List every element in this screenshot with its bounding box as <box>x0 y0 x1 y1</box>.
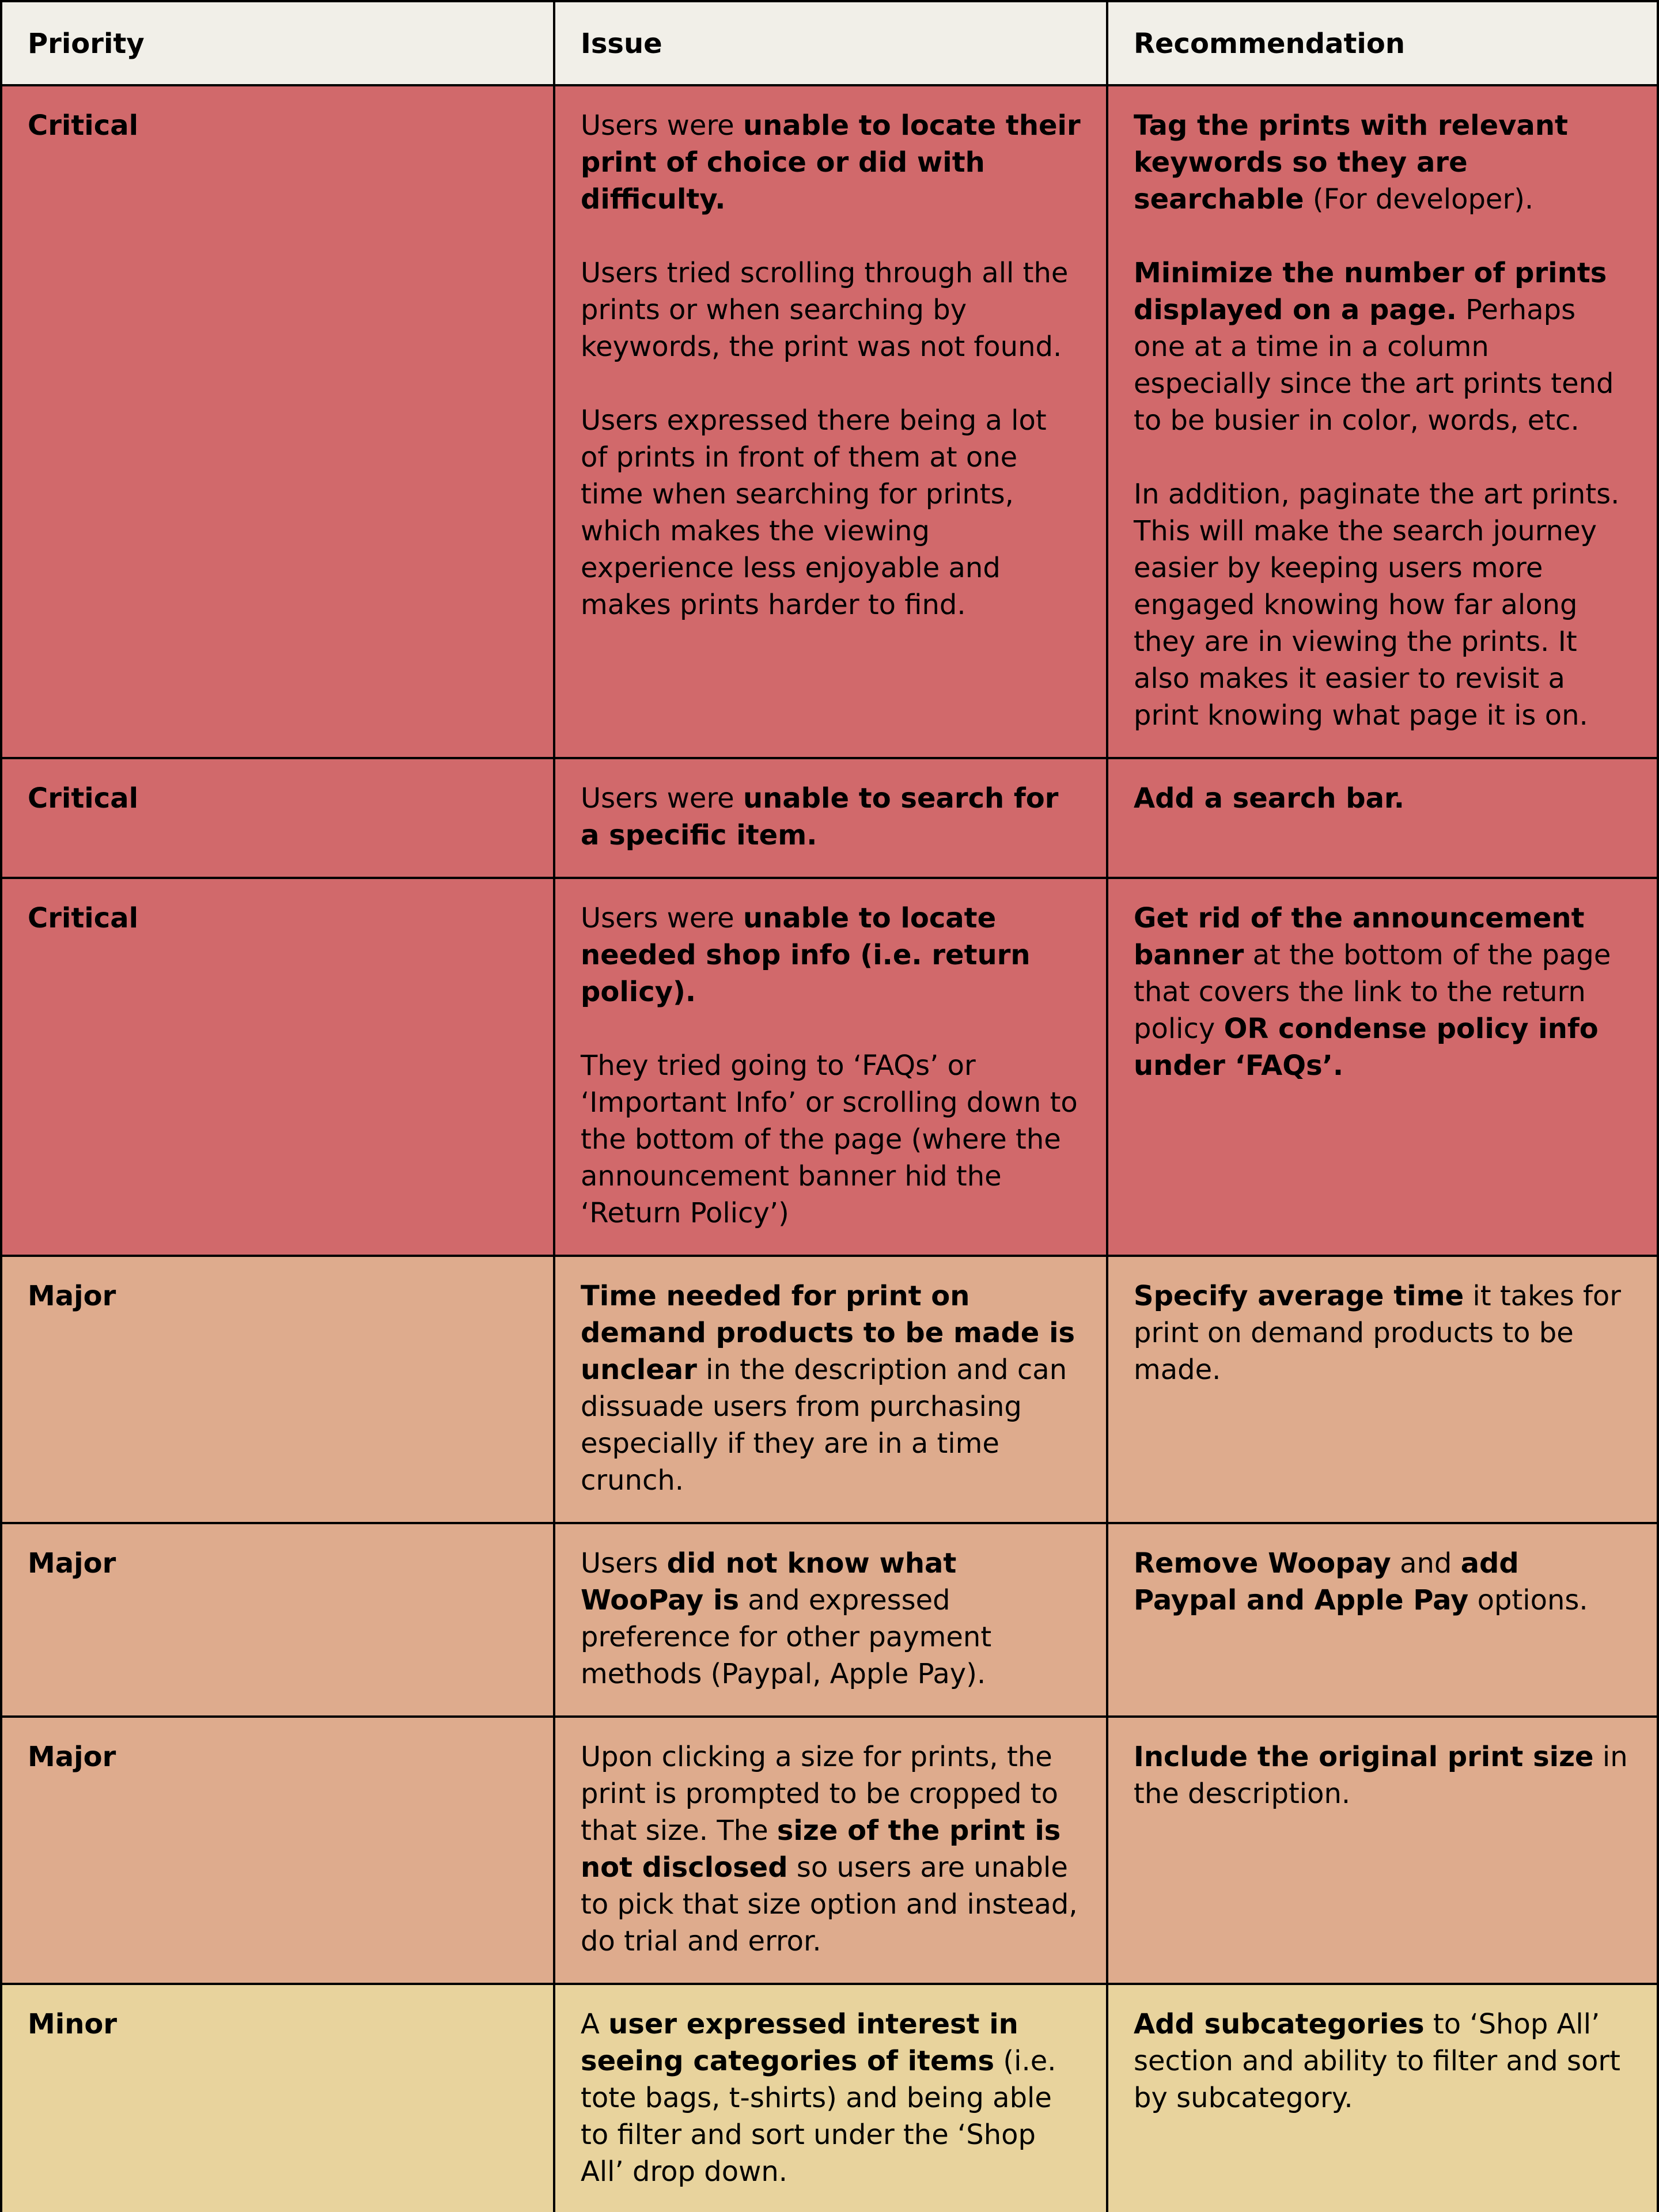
bold-text: Time needed for print on demand products to be made is unclear <box>581 1280 1075 1386</box>
text: and expressed preference for other payment methods (Paypal, Apple Pay). <box>581 1584 992 1690</box>
recommendation-cell <box>1108 1257 1657 1522</box>
cell-paragraph <box>581 107 1081 218</box>
text: Users <box>581 1547 667 1580</box>
cell-paragraph <box>581 402 1081 623</box>
text: (For developer). <box>1304 183 1534 215</box>
text: it takes for print on demand products to be made. <box>1134 1280 1621 1386</box>
cell-paragraph <box>1134 1278 1631 1388</box>
text: Upon clicking a size for prints, the print is prompted to be cropped to that size. The <box>581 1741 1058 1847</box>
header-recommendation: Recommendation <box>1134 28 1405 60</box>
text: (i.e. tote bags, t-shirts) and being able to filter and sort under the ‘Shop All’ drop down. <box>581 2045 1056 2188</box>
issue-cell <box>555 1524 1108 1715</box>
priority-cell: Critical <box>2 879 555 1255</box>
table-row <box>2 879 1657 1257</box>
recommendation-cell <box>1108 879 1657 1255</box>
cell-paragraph <box>581 900 1081 1010</box>
text: Users were <box>581 782 743 815</box>
priority-cell: Critical <box>2 759 555 877</box>
bold-text: add Paypal and Apple Pay <box>1134 1547 1519 1616</box>
text: so users are unable to pick that size option and instead, do trial and error. <box>581 1851 1078 1957</box>
recommendation-cell <box>1108 86 1657 757</box>
text: at the bottom of the page that covers the link to the return policy <box>1134 939 1611 1045</box>
table-row <box>2 759 1657 879</box>
table-row <box>2 1524 1657 1718</box>
bold-text: size of the print is not disclosed <box>581 1815 1061 1884</box>
text: options. <box>1468 1584 1588 1616</box>
recommendation-cell <box>1108 759 1657 877</box>
text: They tried going to ‘FAQs’ or ‘Important Info’ or scrolling down to the bottom of the page (where the announcement banner hid the ‘Return Policy’) <box>581 1050 1078 1229</box>
cell-paragraph <box>581 780 1081 854</box>
text: Users were <box>581 109 743 142</box>
cell-paragraph <box>581 1545 1081 1692</box>
text: In addition, paginate the art prints. This will make the search journey easier by keeping users more engaged knowing how far along they are in viewing the prints. It also makes it easier to revisit a print knowing what page it is on. <box>1134 478 1620 732</box>
priority-cell: Major <box>2 1718 555 1983</box>
issue-cell <box>555 879 1108 1255</box>
cell-paragraph <box>1134 107 1631 218</box>
priority-cell: Critical <box>2 86 555 757</box>
cell-paragraph <box>1134 780 1631 817</box>
bold-text: Tag the prints with relevant keywords so they are searchable <box>1134 109 1568 215</box>
header-issue: Issue <box>555 2 1108 84</box>
cell-paragraph <box>1134 1545 1631 1619</box>
cell-paragraph <box>581 2006 1081 2190</box>
priority-cell: Major <box>2 1257 555 1522</box>
text: Users were <box>581 902 743 934</box>
text: Users tried scrolling through all the prints or when searching by keywords, the print was not found. <box>581 257 1069 363</box>
header-priority: Priority <box>2 2 555 84</box>
cell-paragraph <box>581 1278 1081 1499</box>
bold-text: unable to locate needed shop info (i.e. return policy). <box>581 902 1031 1008</box>
recommendation-cell <box>1108 1985 1657 2212</box>
bold-text: unable to locate their print of choice or did with difficulty. <box>581 109 1081 215</box>
text: to ‘Shop All’ section and ability to filter and sort by subcategory. <box>1134 2008 1620 2114</box>
text: Users expressed there being a lot of prints in front of them at one time when searching for prints, which makes the viewing experience less enjoyable and makes prints harder to find. <box>581 404 1047 621</box>
cell-paragraph <box>1134 1738 1631 1812</box>
cell-paragraph <box>1134 2006 1631 2116</box>
cell-paragraph <box>581 1738 1081 1960</box>
issue-cell <box>555 1718 1108 1983</box>
table-row <box>2 86 1657 759</box>
cell-paragraph <box>1134 900 1631 1084</box>
cell-paragraph <box>1134 476 1631 734</box>
table-header-row <box>2 2 1657 86</box>
table-row <box>2 1985 1657 2212</box>
bold-text: Add subcategories <box>1134 2008 1425 2040</box>
bold-text: unable to search for a specific item. <box>581 782 1059 851</box>
bold-text: Remove Woopay <box>1134 1547 1391 1580</box>
bold-text: OR condense policy info under ‘FAQs’. <box>1134 1013 1599 1082</box>
priority-cell: Major <box>2 1524 555 1715</box>
text: in the description. <box>1134 1741 1628 1810</box>
table-row <box>2 1257 1657 1524</box>
issue-cell <box>555 1257 1108 1522</box>
cell-paragraph <box>581 1047 1081 1232</box>
text: and <box>1391 1547 1461 1580</box>
cell-paragraph <box>581 255 1081 365</box>
recommendation-cell <box>1108 1524 1657 1715</box>
bold-text: Minimize the number of prints displayed on a page. <box>1134 257 1607 326</box>
cell-paragraph <box>1134 255 1631 439</box>
bold-text: Include the original print size <box>1134 1741 1594 1773</box>
priority-cell: Minor <box>2 1985 555 2212</box>
text: A <box>581 2008 609 2040</box>
issue-cell <box>555 759 1108 877</box>
recommendation-cell <box>1108 1718 1657 1983</box>
bold-text: Get rid of the announcement banner <box>1134 902 1585 971</box>
bold-text: did not know what WooPay is <box>581 1547 957 1616</box>
table-row <box>2 1718 1657 1985</box>
bold-text: user expressed interest in seeing categories of items <box>581 2008 1018 2077</box>
text: in the description and can dissuade users from purchasing especially if they are in a time crunch. <box>581 1354 1067 1497</box>
issue-cell <box>555 86 1108 757</box>
text: Perhaps one at a time in a column especially since the art prints tend to be busier in color, words, etc. <box>1134 294 1614 437</box>
issue-cell <box>555 1985 1108 2212</box>
bold-text: Specify average time <box>1134 1280 1464 1312</box>
bold-text: Add a search bar. <box>1134 782 1405 815</box>
